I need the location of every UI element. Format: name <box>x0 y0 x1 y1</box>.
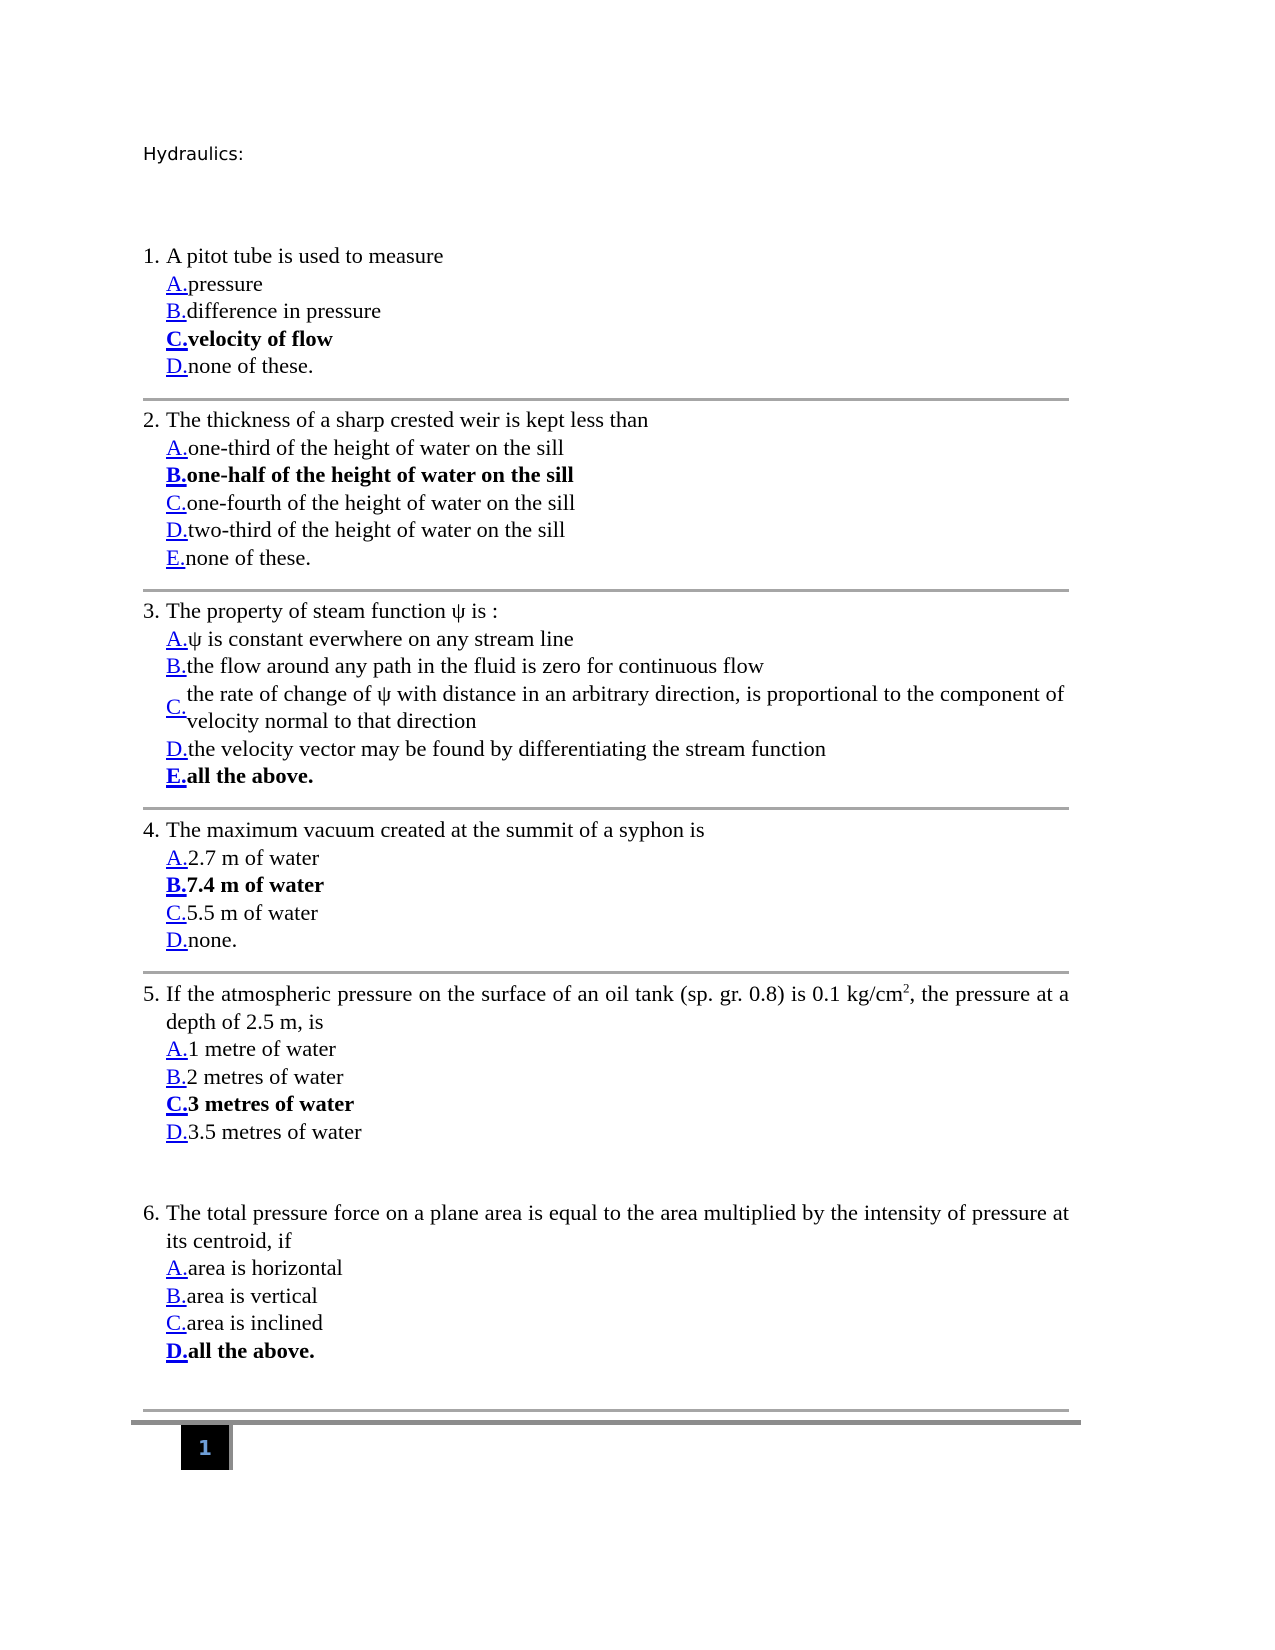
option-c <box>166 1309 1069 1337</box>
option-link[interactable]: B. <box>166 298 187 323</box>
option-d <box>166 735 1069 763</box>
option-link[interactable]: D. <box>166 1337 188 1363</box>
option-a <box>166 625 1069 653</box>
option-link[interactable]: C. <box>166 489 187 515</box>
option-text: the velocity vector may be found by differentiating the stream function <box>187 735 827 761</box>
question-2 <box>143 406 1069 571</box>
question-stem <box>143 597 1069 625</box>
option-d <box>166 516 1069 544</box>
question-4 <box>143 816 1069 954</box>
question-6 <box>143 1199 1069 1364</box>
footer-rule <box>131 1420 1081 1425</box>
question-number: 4. <box>143 817 160 842</box>
option-link[interactable]: A. <box>166 625 188 651</box>
option-text: pressure <box>187 270 263 296</box>
option-text: area is vertical <box>186 1282 318 1308</box>
option-text: velocity of flow <box>187 325 333 351</box>
option-a <box>166 434 1069 462</box>
option-text: area is inclined <box>186 1310 323 1335</box>
question-number: 6. <box>143 1200 160 1225</box>
option-text: one-third of the height of water on the sill <box>187 434 565 460</box>
option-text: area is horizontal <box>187 1255 343 1280</box>
option-link[interactable]: B. <box>166 872 187 897</box>
option-text: 3.5 metres of water <box>187 1118 362 1144</box>
question-text <box>166 816 1069 844</box>
option-text: 1 metre of water <box>187 1036 336 1061</box>
option-text: two-third of the height of water on the sill <box>187 517 566 542</box>
option-link[interactable]: B. <box>166 1063 187 1089</box>
option-text: 7.4 m of water <box>186 872 325 897</box>
question-text <box>166 242 1069 270</box>
question-text <box>166 597 1069 625</box>
option-c-correct <box>166 1090 1069 1118</box>
option-link[interactable]: D. <box>166 353 188 378</box>
question-stem <box>143 980 1069 1035</box>
divider <box>143 807 1069 810</box>
option-d <box>166 1118 1069 1146</box>
option-link[interactable]: D. <box>166 517 188 542</box>
option-link[interactable]: C. <box>166 1310 187 1335</box>
option-text: all the above. <box>187 1337 315 1363</box>
option-text: 2.7 m of water <box>187 844 320 870</box>
question-text-main: If the atmospheric pressure on the surface of an oil tank (sp. gr. 0.8) is 0.1 kg/cm <box>166 981 903 1006</box>
option-a <box>166 1254 1069 1282</box>
option-c-correct <box>166 325 1069 353</box>
option-c <box>166 680 1069 735</box>
option-text: one-fourth of the height of water on the sill <box>186 489 576 515</box>
question-number: 1. <box>143 243 160 268</box>
question-stem <box>143 1199 1069 1254</box>
option-text: the flow around any path in the fluid is zero for continuous flow <box>186 653 765 678</box>
option-text: ψ is constant everwhere on any stream line <box>187 625 574 651</box>
option-link[interactable]: C. <box>166 694 187 720</box>
question-stem <box>143 242 1069 270</box>
divider <box>143 398 1069 401</box>
option-b <box>166 297 1069 325</box>
question-text <box>166 406 1069 434</box>
option-d <box>166 926 1069 954</box>
option-d-correct <box>166 1337 1069 1365</box>
superscript: 2 <box>902 980 910 996</box>
option-e-correct <box>166 762 1069 790</box>
option-link[interactable]: D. <box>166 927 188 952</box>
option-text: 5.5 m of water <box>186 899 318 925</box>
option-b <box>166 652 1069 680</box>
question-1 <box>143 242 1069 380</box>
option-b <box>166 1282 1069 1310</box>
question-text-main: The total pressure force on a plane area is equal to the area multiplied by the intensity of pressure at its centroid, if <box>166 1200 1069 1253</box>
question-number: 5. <box>143 981 160 1006</box>
divider <box>143 1409 1069 1412</box>
option-link[interactable]: B. <box>166 462 187 487</box>
document-heading: Hydraulics: <box>143 144 244 165</box>
option-link[interactable]: C. <box>166 1091 188 1116</box>
option-text: none of these. <box>185 544 311 570</box>
option-text: the rate of change of ψ with distance in an arbitrary direction, is proportional to the component of velocity normal to that direction <box>186 680 1065 733</box>
question-5 <box>143 980 1069 1145</box>
option-b-correct <box>166 461 1069 489</box>
divider <box>143 971 1069 974</box>
option-link[interactable]: D. <box>166 735 188 761</box>
option-text: 3 metres of water <box>187 1091 355 1116</box>
option-text: one-half of the height of water on the sill <box>186 462 574 487</box>
question-number: 2. <box>143 407 160 432</box>
question-stem <box>143 816 1069 844</box>
option-text: 2 metres of water <box>186 1063 344 1089</box>
option-b-correct <box>166 871 1069 899</box>
option-link[interactable]: A. <box>166 1255 188 1280</box>
question-text-main: A pitot tube is used to measure <box>166 243 444 268</box>
option-link[interactable]: A. <box>166 1036 188 1061</box>
option-link[interactable]: A. <box>166 434 188 460</box>
option-link[interactable]: B. <box>166 1282 187 1308</box>
option-link[interactable]: A. <box>166 270 188 296</box>
question-text <box>166 980 1069 1035</box>
question-3 <box>143 597 1069 790</box>
option-text: none of these. <box>187 353 314 378</box>
option-a <box>166 270 1069 298</box>
option-c <box>166 899 1069 927</box>
option-text: none. <box>187 927 238 952</box>
option-text: difference in pressure <box>186 298 382 323</box>
option-text: all the above. <box>186 763 314 788</box>
option-a <box>166 1035 1069 1063</box>
question-text <box>166 1199 1069 1254</box>
option-link[interactable]: D. <box>166 1118 188 1144</box>
question-text-after: , the pressure at a depth of 2.5 m, is <box>166 981 1070 1034</box>
option-link[interactable]: E. <box>166 763 187 788</box>
divider <box>143 589 1069 592</box>
question-stem <box>143 406 1069 434</box>
option-link[interactable]: A. <box>166 844 188 870</box>
option-b <box>166 1063 1069 1091</box>
option-link[interactable]: C. <box>166 325 188 351</box>
option-d <box>166 352 1069 380</box>
question-text-main: The property of steam function ψ is : <box>166 598 499 623</box>
page-number: 1 <box>181 1425 233 1470</box>
option-c <box>166 489 1069 517</box>
question-text-main: The maximum vacuum created at the summit of a syphon is <box>166 817 705 842</box>
option-link[interactable]: C. <box>166 899 187 925</box>
option-link[interactable]: E. <box>166 544 186 570</box>
option-a <box>166 844 1069 872</box>
option-link[interactable]: B. <box>166 653 187 678</box>
option-e <box>166 544 1069 572</box>
question-number: 3. <box>143 598 160 623</box>
question-text-main: The thickness of a sharp crested weir is kept less than <box>166 407 649 432</box>
